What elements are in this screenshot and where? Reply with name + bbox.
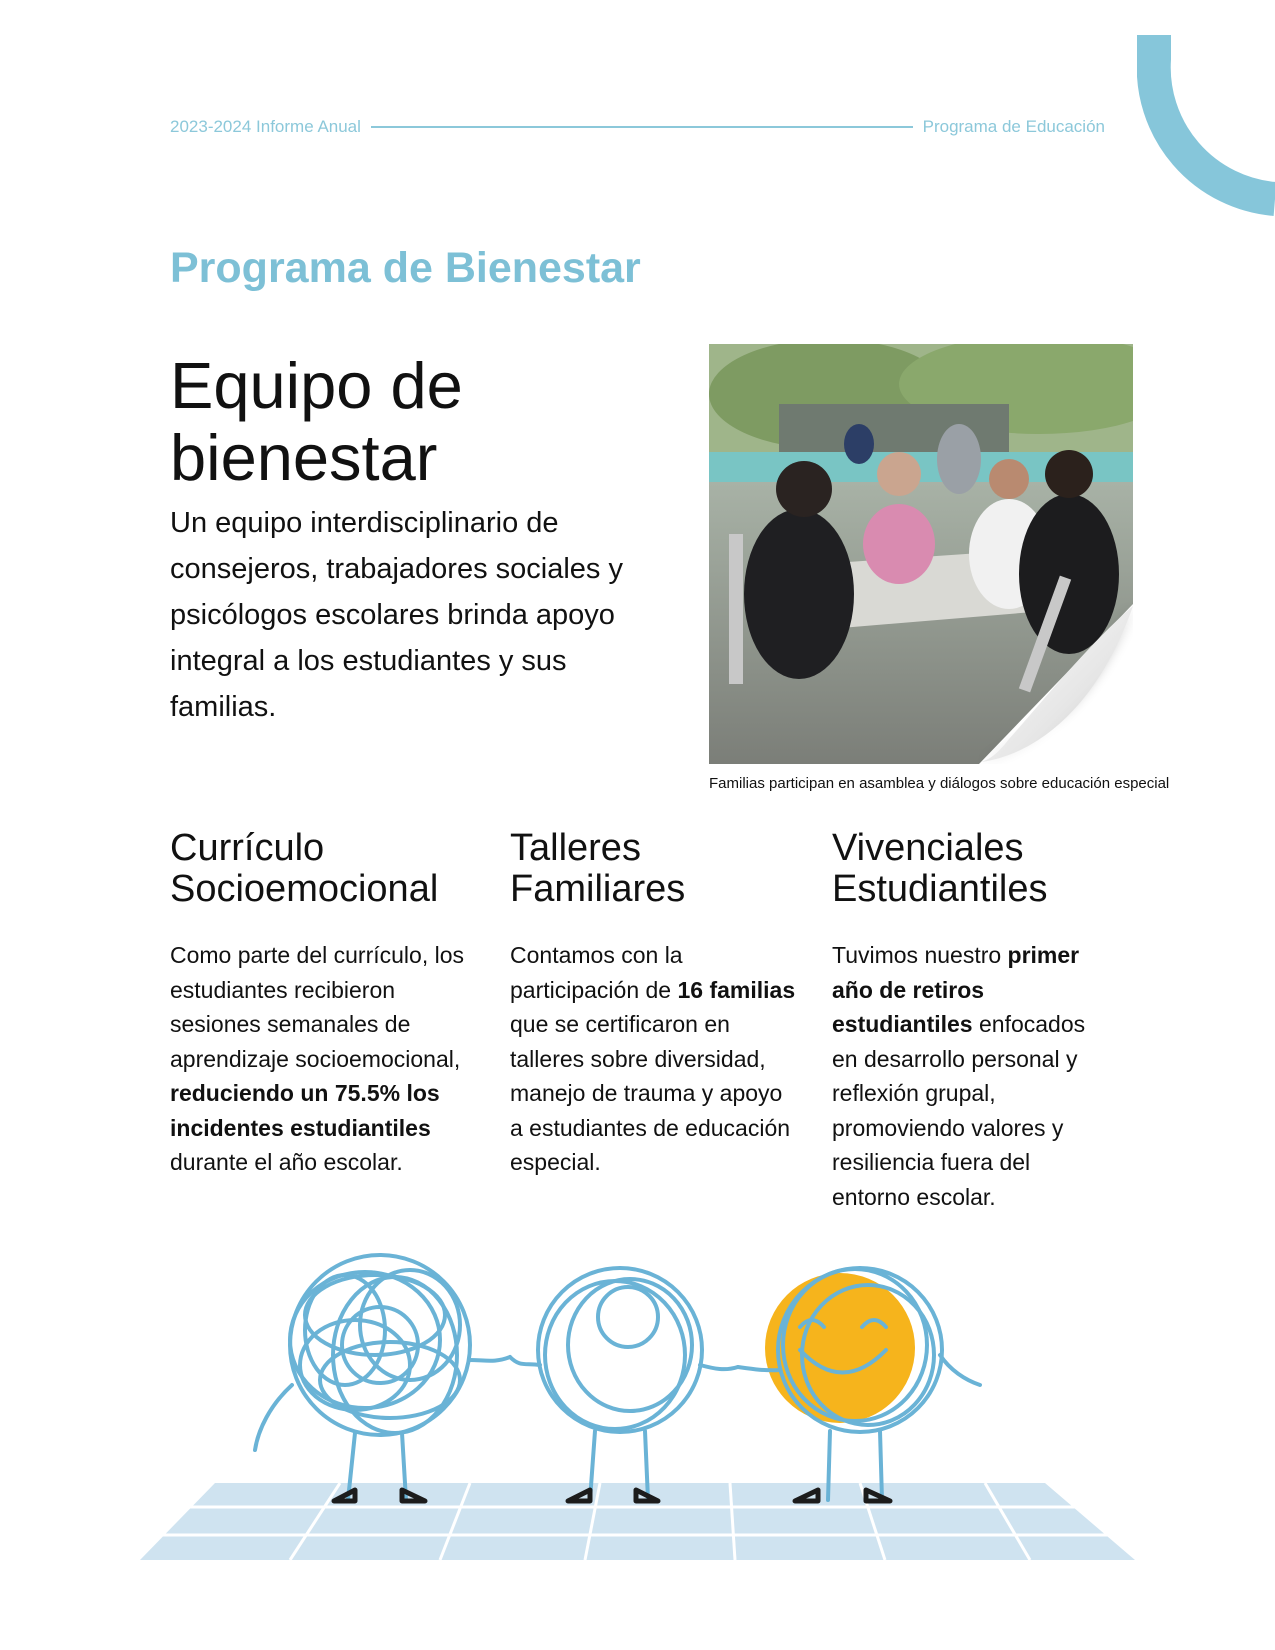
column-title-line1: Currículo — [170, 827, 325, 869]
corner-arc-decoration — [1137, 0, 1275, 218]
scribble-characters-illustration — [140, 1245, 1135, 1565]
photo-caption: Familias participan en asamblea y diálogos sobre educación especial — [709, 775, 1170, 792]
column-title — [832, 828, 1112, 910]
column-family-workshops — [510, 827, 800, 1175]
column-body — [170, 938, 470, 1180]
page-title-line2: bienestar — [170, 421, 438, 494]
page-title — [170, 350, 650, 494]
body-text: durante el año escolar. — [170, 1149, 403, 1175]
column-title-line1: Talleres — [510, 827, 641, 869]
header-report-year: 2023-2024 Informe Anual — [170, 117, 361, 136]
photo-family-meeting — [709, 344, 1133, 764]
column-title-line2: Socioemocional — [170, 868, 439, 910]
column-title — [170, 828, 470, 910]
body-text: enfocados en desarrollo personal y reflexión grupal, promoviendo valores y resiliencia fuera del entorno escolar. — [832, 1011, 1086, 1210]
body-highlight: 16 familias — [677, 976, 796, 1003]
column-body — [510, 938, 800, 1180]
header-rule — [371, 126, 913, 128]
column-title — [510, 828, 800, 910]
column-socioemotional — [170, 827, 470, 1175]
column-body — [832, 938, 1112, 1214]
tangled-scribble-character — [255, 1255, 510, 1500]
column-title-line1: Vivenciales — [832, 827, 1024, 869]
column-title-line2: Estudiantiles — [832, 868, 1048, 910]
body-highlight: reduciendo un 75.5% los incidentes estudiantiles — [170, 1080, 440, 1141]
column-student-retreats — [832, 827, 1112, 1210]
body-text: Tuvimos nuestro — [832, 942, 1008, 968]
calm-scribble-character — [510, 1268, 738, 1500]
body-text: que se certificaron en talleres sobre diversidad, manejo de trauma y apoyo a estudiantes de educación especial. — [510, 1011, 791, 1175]
intro-paragraph: Un equipo interdisciplinario de consejeros, trabajadores sociales y psicólogos escolares brinda apoyo integral a los estudiantes y sus familias. — [170, 507, 623, 723]
section-label: Programa de Bienestar — [170, 244, 641, 292]
page-title-line1: Equipo de — [170, 349, 463, 422]
header-program-name: Programa de Educación — [922, 117, 1105, 136]
column-title-line2: Familiares — [510, 868, 686, 910]
body-highlight: primer año de retiros estudiantiles — [832, 942, 1080, 1037]
body-text: Contamos con la participación de — [510, 942, 683, 1003]
body-text: Como parte del currículo, los estudiantes recibieron sesiones semanales de aprendizaje socioemocional, — [170, 942, 465, 1072]
running-header — [170, 115, 1105, 139]
happy-sun-character — [738, 1268, 980, 1500]
